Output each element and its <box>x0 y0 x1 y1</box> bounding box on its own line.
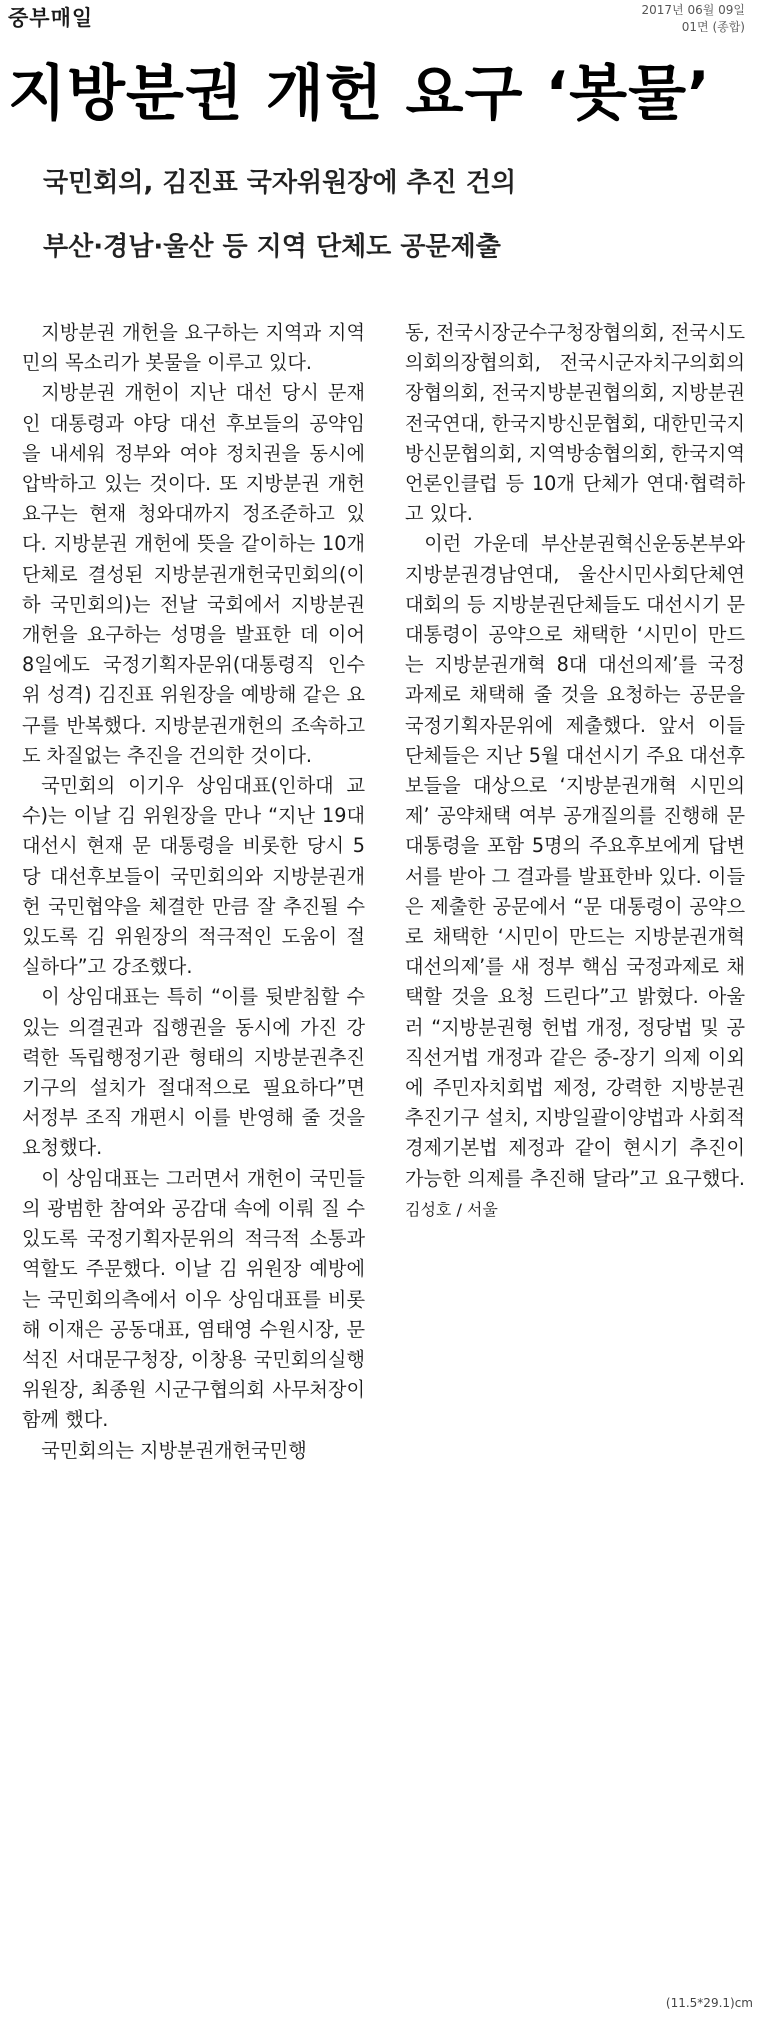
article-column-left <box>22 318 365 1466</box>
paragraph: 국민회의는 지방분권개헌국민행 <box>41 1438 307 1462</box>
paragraph: 지방분권 개헌을 요구하는 지역과 지역민의 목소리가 봇물을 이루고 있다. <box>22 321 365 375</box>
issue-date: 2017년 06월 09일 <box>641 3 745 17</box>
article-headline: 지방분권 개헌 요구 ‘봇물’ <box>8 59 711 129</box>
paragraph: 동, 전국시장군수구청장협의회, 전국시도의회의장협의회, 전국시군자치구의회의장협의회, 전국지방분권협의회, 지방분권전국연대, 한국지방신문협회, 대한민국지방신문협의회, 지역방송협의회, 한국지역언론인클럽 등 10개 단체가 연대·협력하고 있다. <box>405 321 745 526</box>
paragraph-text: 이런 가운데 부산분권혁신운동본부와 지방분권경남연대, 울산시민사회단체연대회의 등 지방분권단체들도 대선시기 문 대통령이 공약으로 채택한 ‘시민이 만드는 지방분권개혁 8대 대선의제’를 국정 과제로 채택해 줄 것을 요청하는 공문을 국정기획자문위에 제출했다. 앞서 이들 단체들은 지난 5월 대선시기 주요 대선후보들을 대상으로 ‘지방분권개혁 시민의제’ 공약채택 여부 공개질의를 진행해 문 대통령을 포함 5명의 주요후보에게 답변서를 받아 그 결과를 발표한바 있다. 이들은 제출한 공문에서 “문 대통령이 공약으로 채택한 ‘시민이 만드는 지방분권개혁 대선의제’를 새 정부 핵심 국정과제로 채택할 것을 요청 드린다”고 밝혔다. 아울러 “지방분권형 헌법 개정, 정당법 및 공직선거법 개정과 같은 중-장기 의제 이외에 주민자치회법 제정, 강력한 지방분권 추진기구 설치, 지방일괄이양법과 사회적경제기본법 제정과 같이 현시기 추진이 가능한 의제를 추진해 달라”고 요구했다. <box>405 532 745 1190</box>
subheadline-1: 국민회의, 김진표 국자위원장에 추진 건의 <box>43 168 517 198</box>
newspaper-masthead: 중부매일 <box>8 6 94 30</box>
clipping-size-note: (11.5*29.1)cm <box>665 1996 753 2010</box>
paragraph: 국민회의 이기우 상임대표(인하대 교수)는 이날 김 위원장을 만나 “지난 19대 대선시 현재 문 대통령을 비롯한 당시 5당 대선후보들이 국민회의와 지방분권개헌 국민협약을 체결한 만큼 잘 추진될 수 있도록 김 위원장의 적극적인 도움이 절실하다”고 강조했다. <box>22 774 365 979</box>
paragraph: 지방분권 개헌이 지난 대선 당시 문재인 대통령과 야당 대선 후보들의 공약임을 내세워 정부와 여야 정치권을 동시에 압박하고 있는 것이다. 또 지방분권 개헌 요구는 현재 청와대까지 정조준하고 있다. 지방분권 개헌에 뜻을 같이하는 10개 단체로 결성된 지방분권개헌국민회의(이하 국민회의)는 전날 국회에서 지방분권 개헌을 요구하는 성명을 발표한 데 이어 8일에도 국정기획자문위(대통령직 인수위 성격) 김진표 위원장을 예방해 같은 요구를 반복했다. 지방분권개헌의 조속하고도 차질없는 추진을 건의한 것이다. <box>22 381 365 767</box>
issue-page: 01면 (종합) <box>681 20 745 34</box>
subheadline-2: 부산·경남·울산 등 지역 단체도 공문제출 <box>43 232 501 262</box>
paragraph <box>405 529 745 1225</box>
article-column-right <box>405 318 745 1225</box>
paragraph: 이 상임대표는 특히 “이를 뒷받침할 수 있는 의결권과 집행권을 동시에 가진 강력한 독립행정기관 형태의 지방분권추진기구의 설치가 절대적으로 필요하다”면서정부 조직 개편시 이를 반영해 줄 것을 요청했다. <box>22 985 365 1160</box>
issue-meta <box>642 2 745 36</box>
paragraph: 이 상임대표는 그러면서 개헌이 국민들의 광범한 참여와 공감대 속에 이뤄 질 수 있도록 국정기획자문위의 적극적 소통과 역할도 주문했다. 이날 김 위원장 예방에는 국민회의측에서 이우 상임대표를 비롯해 이재은 공동대표, 염태영 수원시장, 문석진 서대문구청장, 이창용 국민회의실행위원장, 최종원 시군구협의회 사무처장이 함께 했다. <box>22 1166 365 1432</box>
byline: 김성호 / 서울 <box>405 1199 498 1219</box>
